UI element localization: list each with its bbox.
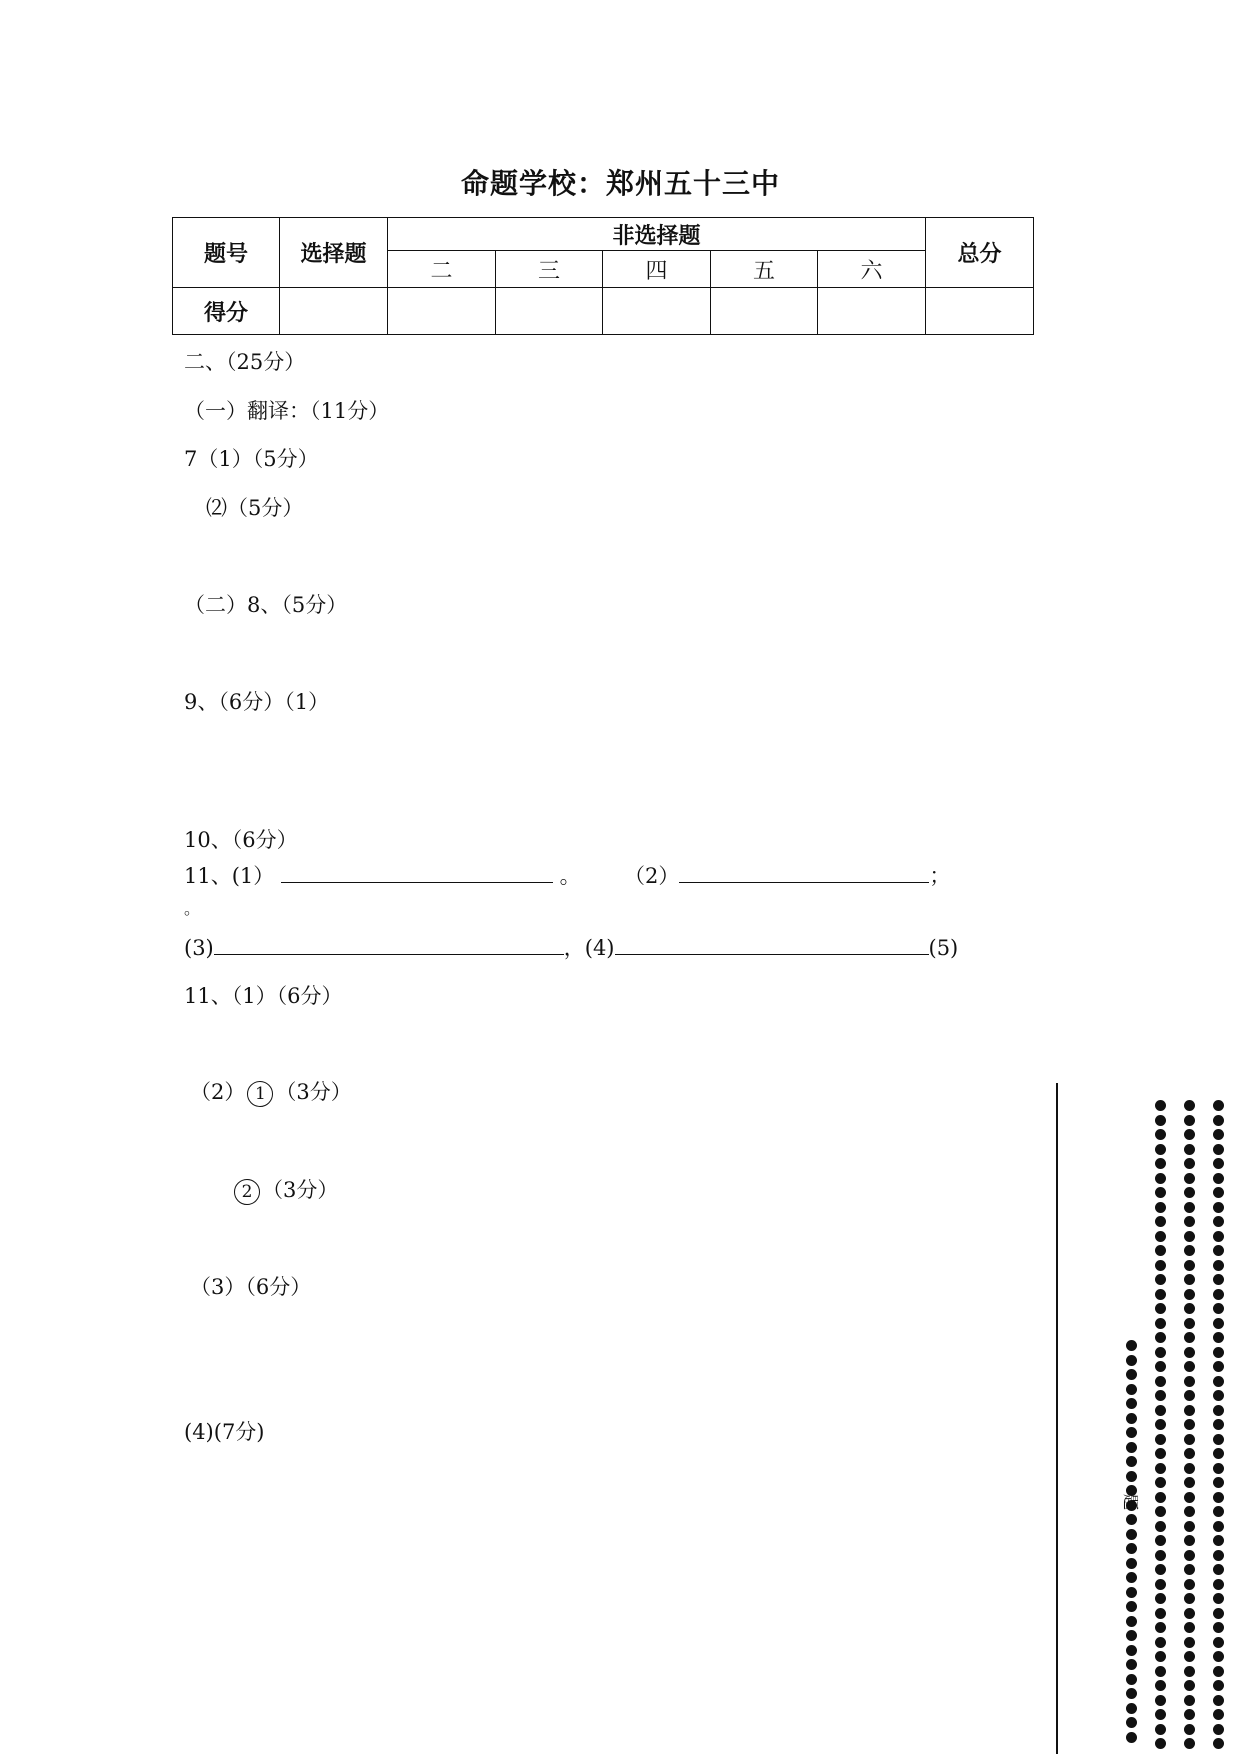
binding-dot xyxy=(1155,1579,1166,1590)
q11-2-blank[interactable] xyxy=(679,862,929,883)
binding-dot xyxy=(1155,1724,1166,1735)
binding-dot xyxy=(1155,1506,1166,1517)
side-label: 题 xyxy=(1121,1493,1140,1510)
binding-dot xyxy=(1184,1289,1195,1300)
binding-dot xyxy=(1126,1355,1137,1366)
header-sub-5: 五 xyxy=(711,251,818,288)
binding-dot xyxy=(1155,1129,1166,1140)
binding-dot xyxy=(1184,1245,1195,1256)
binding-dot xyxy=(1126,1572,1137,1583)
binding-dot xyxy=(1155,1622,1166,1633)
binding-dot xyxy=(1213,1376,1224,1387)
q11-5-label: (5) xyxy=(928,936,959,960)
binding-dot xyxy=(1184,1434,1195,1445)
binding-dot xyxy=(1213,1521,1224,1532)
question-11-2-2 xyxy=(232,1177,338,1205)
binding-dot xyxy=(1184,1709,1195,1720)
question-11-4: (4)(7分) xyxy=(184,1420,265,1444)
binding-dot xyxy=(1126,1732,1137,1743)
binding-dot xyxy=(1184,1724,1195,1735)
binding-dot xyxy=(1126,1369,1137,1380)
binding-dot xyxy=(1213,1622,1224,1633)
binding-dot xyxy=(1213,1100,1224,1111)
binding-dot xyxy=(1184,1666,1195,1677)
binding-dot xyxy=(1213,1231,1224,1242)
binding-dot xyxy=(1184,1448,1195,1459)
header-total: 总分 xyxy=(926,218,1034,288)
binding-dot xyxy=(1126,1398,1137,1409)
question-7-2 xyxy=(206,495,303,521)
binding-dot xyxy=(1155,1709,1166,1720)
binding-dot xyxy=(1213,1202,1224,1213)
binding-dot xyxy=(1213,1593,1224,1604)
binding-dot xyxy=(1184,1535,1195,1546)
binding-dot xyxy=(1126,1703,1137,1714)
binding-dot xyxy=(1126,1384,1137,1395)
binding-dot xyxy=(1184,1144,1195,1155)
question-11-1: 11、（1）（6分） xyxy=(184,984,343,1008)
question-7-1: 7（1）（5分） xyxy=(184,447,319,471)
binding-dot xyxy=(1155,1608,1166,1619)
question-8: （二）8、（5分） xyxy=(184,593,348,617)
binding-dot xyxy=(1126,1630,1137,1641)
binding-dot xyxy=(1213,1477,1224,1488)
binding-dot xyxy=(1155,1100,1166,1111)
binding-dot xyxy=(1155,1405,1166,1416)
binding-dot xyxy=(1213,1579,1224,1590)
binding-dot xyxy=(1155,1695,1166,1706)
binding-dot xyxy=(1126,1717,1137,1728)
header-sub-6: 六 xyxy=(818,251,926,288)
binding-dot xyxy=(1213,1535,1224,1546)
binding-dot xyxy=(1155,1361,1166,1372)
binding-dot xyxy=(1184,1622,1195,1633)
binding-dot xyxy=(1126,1587,1137,1598)
binding-dot xyxy=(1184,1492,1195,1503)
question-7-2-points: （5分） xyxy=(227,496,304,520)
score-cell-total[interactable] xyxy=(926,288,1034,335)
binding-dot xyxy=(1155,1260,1166,1271)
header-question-number: 题号 xyxy=(173,218,280,288)
binding-dot xyxy=(1155,1303,1166,1314)
binding-dot xyxy=(1213,1637,1224,1648)
binding-dot xyxy=(1213,1492,1224,1503)
binding-dot xyxy=(1213,1144,1224,1155)
binding-dot xyxy=(1155,1637,1166,1648)
binding-dot xyxy=(1184,1521,1195,1532)
binding-dot xyxy=(1213,1173,1224,1184)
binding-dot xyxy=(1213,1608,1224,1619)
binding-dot xyxy=(1155,1202,1166,1213)
binding-dot xyxy=(1155,1535,1166,1546)
binding-dot xyxy=(1155,1173,1166,1184)
q11-1-label: 11、(1） xyxy=(184,864,275,888)
binding-dot xyxy=(1184,1332,1195,1343)
binding-dot xyxy=(1155,1651,1166,1662)
binding-dots-inner xyxy=(1126,1340,1138,1750)
q11c2-points: （3分） xyxy=(275,1080,352,1104)
binding-dot xyxy=(1184,1680,1195,1691)
circled-number-1: 1 xyxy=(247,1081,273,1107)
binding-dot xyxy=(1155,1274,1166,1285)
binding-dot xyxy=(1213,1405,1224,1416)
binding-dot xyxy=(1184,1274,1195,1285)
binding-dot xyxy=(1213,1318,1224,1329)
question-10: 10、（6分） xyxy=(184,828,298,852)
circled-number-2: 2 xyxy=(234,1179,260,1205)
binding-dot xyxy=(1184,1202,1195,1213)
binding-dot xyxy=(1155,1492,1166,1503)
binding-dot xyxy=(1155,1158,1166,1169)
q11-2-label: （2） xyxy=(624,864,680,888)
score-cell-2[interactable] xyxy=(388,288,496,335)
binding-dot xyxy=(1184,1231,1195,1242)
binding-dot xyxy=(1184,1390,1195,1401)
binding-dot xyxy=(1184,1506,1195,1517)
binding-dot xyxy=(1213,1289,1224,1300)
binding-dot xyxy=(1155,1477,1166,1488)
binding-dots-middle xyxy=(1155,1100,1167,1750)
q11-3-blank[interactable] xyxy=(214,934,564,955)
binding-line xyxy=(1056,1083,1058,1754)
q11-1-end: 。 xyxy=(559,864,581,888)
binding-dot xyxy=(1184,1347,1195,1358)
binding-dot xyxy=(1184,1477,1195,1488)
score-cell-4[interactable] xyxy=(603,288,711,335)
binding-dots-right xyxy=(1184,1100,1196,1750)
binding-dot xyxy=(1126,1471,1137,1482)
q11-3-label: (3) xyxy=(184,936,214,960)
binding-dot xyxy=(1155,1216,1166,1227)
binding-dot xyxy=(1213,1187,1224,1198)
binding-dot xyxy=(1213,1115,1224,1126)
binding-dot xyxy=(1126,1413,1137,1424)
binding-dot xyxy=(1184,1564,1195,1575)
binding-dot xyxy=(1184,1173,1195,1184)
page-title: 命题学校：郑州五十三中 xyxy=(460,167,780,200)
section-2-translation: （一）翻译：（11分） xyxy=(184,399,390,423)
binding-dot xyxy=(1184,1579,1195,1590)
binding-dot xyxy=(1213,1709,1224,1720)
binding-dot xyxy=(1213,1506,1224,1517)
binding-dot xyxy=(1213,1651,1224,1662)
binding-dot xyxy=(1213,1434,1224,1445)
header-sub-4: 四 xyxy=(603,251,711,288)
binding-dot xyxy=(1213,1680,1224,1691)
binding-dot xyxy=(1126,1514,1137,1525)
binding-dot xyxy=(1213,1274,1224,1285)
q11c2-label: （2） xyxy=(190,1080,246,1104)
question-11-2-1 xyxy=(190,1079,352,1107)
binding-dot xyxy=(1213,1303,1224,1314)
binding-dot xyxy=(1155,1332,1166,1343)
binding-dot xyxy=(1155,1347,1166,1358)
binding-dot xyxy=(1155,1738,1166,1749)
binding-dot xyxy=(1184,1100,1195,1111)
binding-dot xyxy=(1213,1463,1224,1474)
binding-dot xyxy=(1213,1550,1224,1561)
binding-dot xyxy=(1126,1340,1137,1351)
binding-dot xyxy=(1155,1318,1166,1329)
binding-dot xyxy=(1213,1390,1224,1401)
header-sub-3: 三 xyxy=(496,251,603,288)
q11-2-end: ； xyxy=(929,864,951,888)
binding-dot xyxy=(1184,1651,1195,1662)
binding-dot xyxy=(1126,1558,1137,1569)
binding-dot xyxy=(1184,1419,1195,1430)
binding-dot xyxy=(1213,1666,1224,1677)
binding-dots-outer xyxy=(1213,1100,1225,1750)
binding-dot xyxy=(1155,1463,1166,1474)
question-11-fill-row-1 xyxy=(184,862,950,889)
binding-dot xyxy=(1126,1529,1137,1540)
binding-dot xyxy=(1184,1216,1195,1227)
question-11-fill-row-2 xyxy=(184,934,958,961)
header-choice: 选择题 xyxy=(280,218,388,288)
binding-dot xyxy=(1155,1550,1166,1561)
row-score-label: 得分 xyxy=(173,288,280,335)
binding-dot xyxy=(1155,1245,1166,1256)
binding-dot xyxy=(1184,1376,1195,1387)
binding-dot xyxy=(1213,1724,1224,1735)
binding-dot xyxy=(1155,1390,1166,1401)
binding-dot xyxy=(1184,1405,1195,1416)
header-non-choice: 非选择题 xyxy=(388,218,926,251)
binding-dot xyxy=(1184,1158,1195,1169)
header-sub-2: 二 xyxy=(388,251,496,288)
binding-dot xyxy=(1126,1674,1137,1685)
binding-dot xyxy=(1184,1115,1195,1126)
binding-dot xyxy=(1126,1442,1137,1453)
binding-dot xyxy=(1213,1361,1224,1372)
binding-dot xyxy=(1155,1593,1166,1604)
binding-dot xyxy=(1184,1550,1195,1561)
binding-dot xyxy=(1213,1158,1224,1169)
binding-dot xyxy=(1213,1448,1224,1459)
binding-dot xyxy=(1155,1419,1166,1430)
binding-dot xyxy=(1126,1688,1137,1699)
binding-dot xyxy=(1126,1427,1137,1438)
score-cell-choice[interactable] xyxy=(280,288,388,335)
binding-dot xyxy=(1184,1303,1195,1314)
binding-dot xyxy=(1155,1115,1166,1126)
binding-dot xyxy=(1213,1332,1224,1343)
binding-dot xyxy=(1184,1260,1195,1271)
binding-dot xyxy=(1184,1695,1195,1706)
binding-dot xyxy=(1155,1666,1166,1677)
binding-dot xyxy=(1213,1695,1224,1706)
score-cell-6[interactable] xyxy=(818,288,926,335)
binding-dot xyxy=(1155,1521,1166,1532)
q11-4-label: ，(4) xyxy=(563,936,615,960)
binding-dot xyxy=(1184,1318,1195,1329)
binding-dot xyxy=(1155,1680,1166,1691)
q11-4-blank[interactable] xyxy=(615,934,929,955)
score-cell-5[interactable] xyxy=(711,288,818,335)
question-7-2-number: ⑵ xyxy=(206,496,227,520)
binding-dot xyxy=(1126,1601,1137,1612)
binding-dot xyxy=(1213,1738,1224,1749)
binding-dot xyxy=(1155,1434,1166,1445)
score-table xyxy=(172,217,1034,335)
binding-dot xyxy=(1126,1616,1137,1627)
binding-dot xyxy=(1213,1347,1224,1358)
binding-dot xyxy=(1155,1564,1166,1575)
binding-dot xyxy=(1155,1376,1166,1387)
binding-dot xyxy=(1155,1187,1166,1198)
binding-dot xyxy=(1155,1231,1166,1242)
binding-dot xyxy=(1213,1129,1224,1140)
section-2-heading: 二、（25分） xyxy=(184,350,306,374)
binding-dot xyxy=(1213,1260,1224,1271)
binding-dot xyxy=(1155,1289,1166,1300)
binding-dot xyxy=(1184,1463,1195,1474)
binding-dot xyxy=(1155,1448,1166,1459)
score-cell-3[interactable] xyxy=(496,288,603,335)
binding-dot xyxy=(1184,1738,1195,1749)
binding-dot xyxy=(1155,1144,1166,1155)
binding-dot xyxy=(1184,1129,1195,1140)
binding-dot xyxy=(1126,1659,1137,1670)
question-11-3: （3）（6分） xyxy=(190,1275,312,1299)
binding-dot xyxy=(1213,1419,1224,1430)
binding-dot xyxy=(1126,1645,1137,1656)
binding-dot xyxy=(1213,1216,1224,1227)
stray-period: 。 xyxy=(184,899,201,918)
binding-dot xyxy=(1184,1608,1195,1619)
question-9: 9、（6分）（1） xyxy=(184,690,330,714)
binding-dot xyxy=(1126,1543,1137,1554)
binding-dot xyxy=(1184,1593,1195,1604)
binding-dot xyxy=(1126,1456,1137,1467)
binding-dot xyxy=(1213,1564,1224,1575)
binding-dot xyxy=(1184,1637,1195,1648)
binding-dot xyxy=(1184,1187,1195,1198)
q11c3-points: （3分） xyxy=(262,1178,339,1202)
q11-1-blank[interactable] xyxy=(281,862,553,883)
binding-dot xyxy=(1184,1361,1195,1372)
binding-dot xyxy=(1213,1245,1224,1256)
